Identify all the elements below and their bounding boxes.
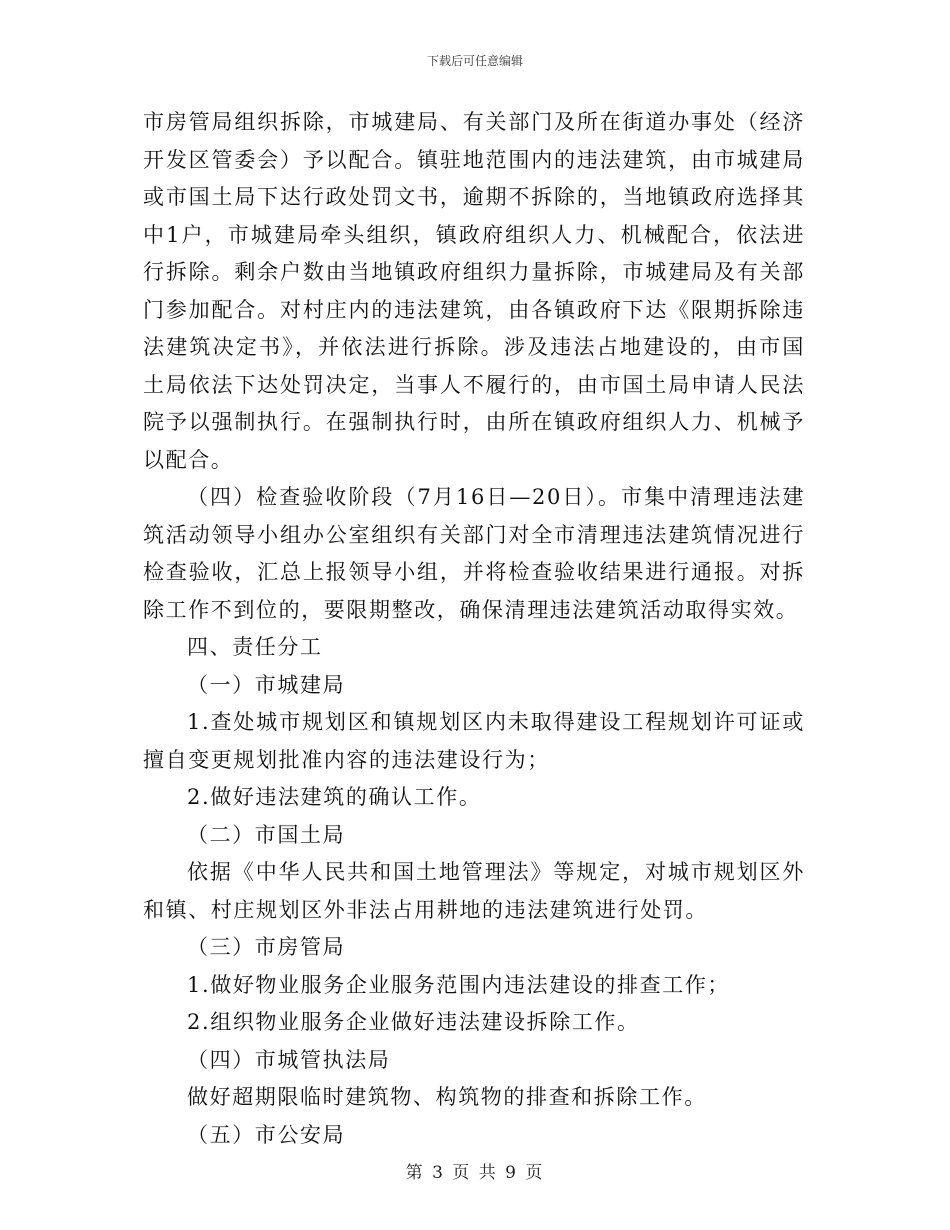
section-heading-responsibilities: 四、责任分工 xyxy=(187,635,323,659)
page-header: 下载后可任意编辑 xyxy=(426,54,523,68)
paragraph-urban-management-duty: 做好超期限临时建筑物、构筑物的排查和拆除工作。 xyxy=(187,1085,707,1109)
paragraph-inspection-stage: （四）检查验收阶段（7月16日—20日）。市集中清理违法建筑活动领导小组办公室组织有关部门对全市清理违法建筑情况进行检查验收，汇总上报领导小组，并将检查验收结果进行通报。对拆除工作不到位的，要限期整改，确保清理违法建筑活动取得实效。 xyxy=(143,485,805,622)
subheading-housing-bureau: （三）市房管局 xyxy=(187,935,346,959)
subheading-public-security-bureau: （五）市公安局 xyxy=(187,1122,346,1147)
subheading-city-construction-bureau: （一）市城建局 xyxy=(187,672,346,697)
subheading-urban-management-bureau: （四）市城管执法局 xyxy=(187,1047,391,1072)
page-footer-pagination: 第 3 页 共 9 页 xyxy=(405,1163,545,1183)
paragraph-demolition-procedure: 市房管局组织拆除，市城建局、有关部门及所在街道办事处（经济开发区管委会）予以配合。镇驻地范围内的违法建筑，由市城建局或市国土局下达行政处罚文书，逾期不拆除的，当地镇政府选择其中1户，市城建局牵头组织，镇政府组织人力、机械配合，依法进行拆除。剩余户数由当地镇政府组织力量拆除，市城建局及有关部门参加配合。对村庄内的违法建筑，由各镇政府下达《限期拆除违法建筑决定书》，并依法进行拆除。涉及违法占地建设的，由市国土局依法下达处罚决定，当事人不履行的，由市国土局申请人民法院予以强制执行。在强制执行时，由所在镇政府组织人力、机械予以配合。 xyxy=(143,110,805,472)
list-item: 1.做好物业服务企业服务范围内违法建设的排查工作； xyxy=(187,972,731,997)
list-item: 2.做好违法建筑的确认工作。 xyxy=(187,785,482,809)
list-item: 2.组织物业服务企业做好违法建设拆除工作。 xyxy=(187,1010,640,1034)
paragraph-land-bureau-duty: 依据《中华人民共和国土地管理法》等规定，对城市规划区外和镇、村庄规划区外非法占用耕地的违法建筑进行处罚。 xyxy=(143,860,805,922)
list-item: 1.查处城市规划区和镇规划区内未取得建设工程规划许可证或擅自变更规划批准内容的违法建设行为； xyxy=(143,710,805,772)
document-body xyxy=(143,104,805,1154)
subheading-land-bureau: （二）市国土局 xyxy=(187,822,346,847)
